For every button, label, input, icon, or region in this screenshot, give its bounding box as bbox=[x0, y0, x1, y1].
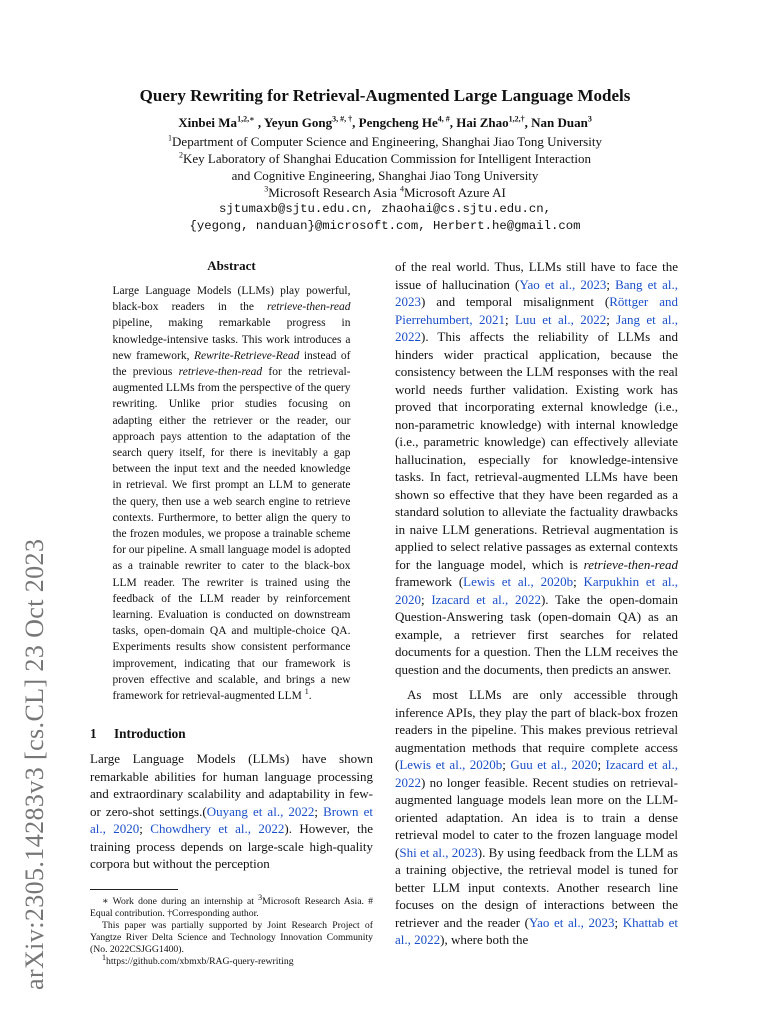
abstract-segment: pipeline, making remarkable progress in knowledge-intensive tasks. This work introduces a new framework, bbox=[112, 317, 351, 362]
affiliation-text: Department of Computer Science and Engineering, Shanghai Jiao Tong University bbox=[172, 134, 602, 149]
affiliation-mark: 2 bbox=[179, 150, 184, 160]
footnote-mark: 1 bbox=[102, 952, 106, 962]
body-segment: ; bbox=[573, 574, 584, 589]
body-segment: of the real world. Thus, LLMs still have to face the issue of hallucination ( bbox=[395, 259, 678, 292]
citation-link[interactable]: Karpukhin et al., 2020 bbox=[395, 574, 678, 607]
author-affiliation-mark: 1,2,† bbox=[508, 114, 525, 124]
affiliation-mark: 4 bbox=[399, 184, 404, 194]
footnote-divider bbox=[90, 889, 178, 890]
citation-link[interactable]: Khattab et al., 2022 bbox=[395, 914, 678, 947]
body-segment: ; bbox=[139, 821, 151, 837]
body-italic: retrieve-then-read bbox=[583, 556, 678, 572]
affiliation-line bbox=[90, 167, 680, 184]
body-segment: ). This affects the reliability of LLMs and hinders wider practical application, because the consistency between the LLM responses with the real world needs further validation. Existing work has proved that incorporating external knowledge (i.e., non-parametric knowledge) with internal knowledge (i.e., parametric knowledge) can effectively alleviate hallucination, especially for knowledge-intensive tasks. In fact, retrieval-augmented LLMs have been shown so effective that they have been regarded as a standard solution to alleviate the factuality drawbacks in naive LLM generations. Retrieval augmentation is applied to select relative passages as external contexts for the language model, which is bbox=[395, 329, 678, 572]
abstract-segment: for the retrieval-augmented LLMs from the perspective of the query rewriting. Unlike prior studies focusing on adapting either the retriever or the reader, our approach pays attention to the adaptation of the search query itself, for there is inevitably a gap between the input text and the needed knowledge in retrieval. We first prompt an LLM to generate the query, then use a web search engine to retrieve contexts. Furthermore, to better align the query to the frozen modules, we propose a trainable scheme for our pipeline. A small language model is adopted as a trainable rewriter to cater to the black-box LLM reader. The rewriter is trained using the feedback of the LLM reader by reinforcement learning. Evaluation is conducted on downstream tasks, open-domain QA and multiple-choice QA. Experiments results show consistent performance improvement, indicating that our framework is proven effective and scalable, and brings a new framework for retrieval-augmented LLM bbox=[112, 366, 351, 703]
author-affiliation-mark: 1,2,∗ bbox=[237, 114, 255, 124]
affiliation-line bbox=[90, 184, 680, 201]
author-name: Xinbei Ma bbox=[178, 115, 238, 130]
section-title: Introduction bbox=[114, 726, 186, 742]
footnote-mark: 3 bbox=[258, 892, 263, 902]
citation-link[interactable]: Jang et al., 2022 bbox=[395, 311, 678, 344]
email-text: {yegong, nanduan}@microsoft.com, bbox=[189, 219, 433, 233]
abstract-text bbox=[113, 283, 351, 704]
affiliation-text: and Cognitive Engineering, Shanghai Jiao Tong University bbox=[231, 168, 539, 183]
section-heading-introduction bbox=[90, 726, 373, 742]
body-segment: ) and temporal misalignment ( bbox=[421, 294, 610, 309]
email-line: sjtumaxb@sjtu.edu.cn, zhaohai@cs.sjtu.edu.cn, bbox=[218, 202, 552, 216]
citation-link[interactable]: Lewis et al., 2020b bbox=[399, 757, 503, 772]
abstract-italic: retrieve-then-read bbox=[178, 366, 263, 379]
affiliation-mark: 1 bbox=[168, 133, 173, 143]
citation-link[interactable]: Ouyang et al., 2022 bbox=[206, 803, 315, 819]
footnote-segment: Microsoft Research Asia. # Equal contribution. †Corresponding author. bbox=[90, 895, 373, 919]
email-line bbox=[90, 218, 680, 235]
body-segment: ; bbox=[314, 803, 324, 819]
affiliation-line bbox=[90, 150, 680, 167]
right-column bbox=[395, 258, 678, 949]
body-segment: ), where both the bbox=[440, 932, 529, 947]
body-paragraph bbox=[395, 258, 678, 678]
author-affiliation-mark: 3 bbox=[587, 114, 592, 124]
affiliation-mark: 3 bbox=[264, 184, 269, 194]
left-column bbox=[90, 258, 373, 968]
citation-link[interactable]: Bang et al., 2023 bbox=[395, 276, 679, 309]
body-segment: ). By using feedback from the LLM as a training objective, the retrieval model is tuned for better LLM input contexts. Another research line focuses on the design of interactions between the retriever and the reader ( bbox=[395, 844, 678, 930]
body-segment: ; bbox=[614, 914, 623, 930]
author-affiliation-mark: 3, #, † bbox=[332, 114, 353, 124]
body-paragraph bbox=[395, 686, 678, 949]
affiliation-text: Microsoft Research Asia bbox=[268, 185, 400, 200]
footnote-funding: This paper was partially supported by Joint Research Project of Yangtze River Delta Science and Technology Innovation Community (No. 2022CSJGG1400). bbox=[90, 919, 373, 955]
body-segment: ; bbox=[421, 591, 432, 607]
footnote-marker[interactable]: 1 bbox=[304, 687, 309, 697]
abstract-italic: retrieve-then-read bbox=[267, 301, 351, 314]
body-segment: ; bbox=[502, 757, 511, 772]
footnote-link[interactable]: https://github.com/xbmxb/RAG-query-rewriting bbox=[106, 955, 294, 967]
paper-title: Query Rewriting for Retrieval-Augmented Large Language Models bbox=[139, 86, 631, 105]
author-affiliation-mark: 4, # bbox=[437, 114, 450, 124]
citation-link[interactable]: Röttger and Pierrehumbert, 2021 bbox=[395, 294, 678, 327]
author-name: , Nan Duan bbox=[524, 115, 588, 130]
citation-link[interactable]: Chowdhery et al., 2022 bbox=[150, 821, 285, 837]
body-segment: framework ( bbox=[395, 574, 464, 589]
body-segment: ). Take the open-domain Question-Answering task (open-domain QA) as an example, a retriever first searches for related documents for a question. Then the LLM receives the question and the documents, then predicts an answer. bbox=[395, 591, 678, 677]
body-segment: ) no longer feasible. Recent studies on retrieval-augmented language models lean more on the LLM-oriented adaptation. An idea is to train a dense retrieval model to cater to the frozen language model ( bbox=[395, 774, 678, 860]
affiliation-line bbox=[90, 133, 680, 150]
citation-link[interactable]: Guu et al., 2020 bbox=[510, 757, 598, 772]
paper-header bbox=[90, 86, 680, 235]
body-segment: ; bbox=[606, 311, 617, 327]
body-segment: ; bbox=[606, 276, 616, 292]
abstract-heading: Abstract bbox=[207, 258, 256, 273]
arxiv-identifier-stamp: arXiv:2305.14283v3 [cs.CL] 23 Oct 2023 bbox=[20, 538, 49, 990]
citation-link[interactable]: Yao et al., 2023 bbox=[519, 276, 607, 292]
section-number: 1 bbox=[90, 726, 97, 742]
body-segment: As most LLMs are only accessible through inference APIs, they play the part of black-box frozen readers in the pipeline. This makes previous retrieval augmentation methods that require complete access ( bbox=[395, 687, 678, 772]
footnote-contribution bbox=[90, 892, 373, 920]
affiliation-text: Microsoft Azure AI bbox=[403, 185, 506, 200]
abstract-segment: instead of the previous bbox=[112, 349, 351, 379]
citation-link[interactable]: Yao et al., 2023 bbox=[529, 914, 615, 930]
body-segment: ; bbox=[597, 757, 606, 772]
citation-link[interactable]: Lewis et al., 2020b bbox=[463, 574, 574, 589]
abstract-segment: Large Language Models (LLMs) play powerful, black-box readers in the bbox=[112, 285, 351, 314]
abstract-segment: . bbox=[308, 690, 312, 703]
author-name: , Yeyun Gong bbox=[254, 115, 333, 130]
body-segment: ). However, the training process depends on large-scale high-quality corpora but without the perception bbox=[90, 821, 374, 872]
abstract-italic: Rewrite-Retrieve-Read bbox=[193, 349, 300, 362]
citation-link[interactable]: Brown et al., 2020 bbox=[90, 803, 373, 837]
author-list bbox=[90, 115, 680, 131]
citation-link[interactable]: Luu et al., 2022 bbox=[514, 311, 607, 327]
affiliation-text: Key Laboratory of Shanghai Education Commission for Intelligent Interaction bbox=[183, 151, 591, 166]
citation-link[interactable]: Shi et al., 2023 bbox=[399, 844, 478, 860]
citation-link[interactable]: Izacard et al., 2022 bbox=[395, 757, 678, 790]
footnote-url bbox=[90, 952, 373, 968]
body-segment: ; bbox=[504, 311, 515, 327]
footnote-segment: ∗ Work done during an internship at bbox=[102, 895, 259, 907]
intro-paragraph bbox=[90, 750, 373, 873]
author-name: , Hai Zhao bbox=[449, 115, 509, 130]
body-segment: Large Language Models (LLMs) have shown remarkable abilities for human language processing and extraordinary scalability and adaptability in few- or zero-shot settings.( bbox=[90, 751, 373, 819]
citation-link[interactable]: Izacard et al., 2022 bbox=[431, 591, 541, 607]
author-name: , Pengcheng He bbox=[352, 115, 438, 130]
email-text: Herbert.he@gmail.com bbox=[432, 219, 581, 233]
